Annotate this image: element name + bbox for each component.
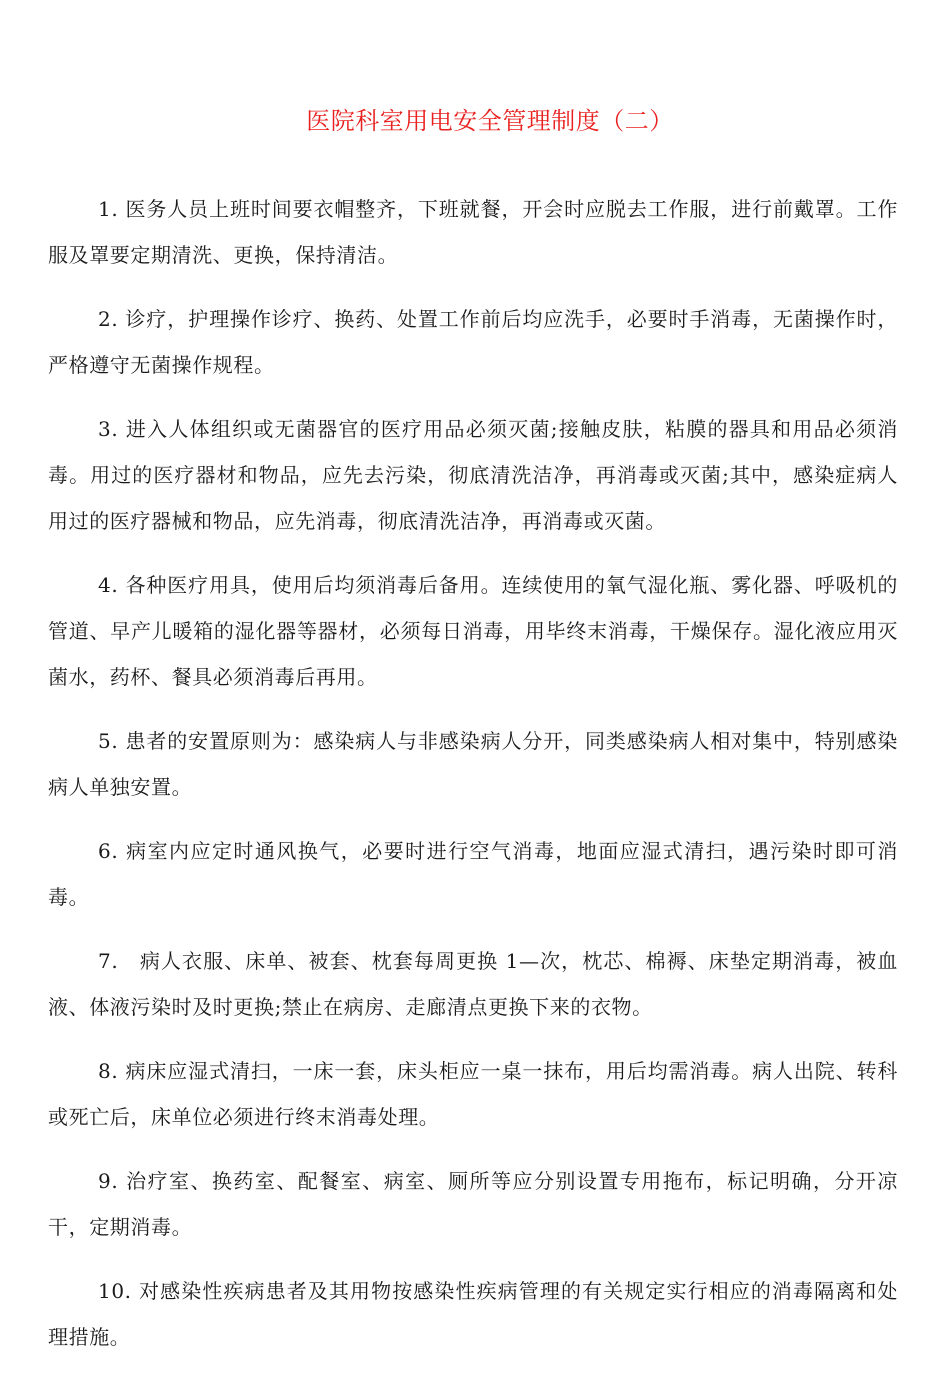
document-title: 医院科室用电安全管理制度（二）	[306, 107, 674, 135]
paragraph-5: 5. 患者的安置原则为：感染病人与非感染病人分开，同类感染病人相对集中，特别感染病人单独安置。	[48, 729, 898, 799]
paragraph-8: 8. 病床应湿式清扫，一床一套，床头柜应一桌一抹布，用后均需消毒。病人出院、转科或死亡后，床单位必须进行终末消毒处理。	[48, 1059, 898, 1129]
paragraph-4: 4. 各种医疗用具，使用后均须消毒后备用。连续使用的氧气湿化瓶、雾化器、呼吸机的管道、早产儿暖箱的湿化器等器材，必须每日消毒，用毕终末消毒，干燥保存。湿化液应用灭菌水，药杯、餐具必须消毒后再用。	[48, 573, 898, 689]
paragraph-1: 1. 医务人员上班时间要衣帽整齐，下班就餐，开会时应脱去工作服，进行前戴罩。工作服及罩要定期清洗、更换，保持清洁。	[48, 197, 898, 267]
document-body	[48, 186, 898, 1378]
paragraph-9: 9. 治疗室、换药室、配餐室、病室、厕所等应分别设置专用拖布，标记明确，分开凉干，定期消毒。	[48, 1169, 898, 1239]
paragraph-6: 6. 病室内应定时通风换气，必要时进行空气消毒，地面应湿式清扫，遇污染时即可消毒。	[48, 839, 898, 909]
paragraph-2: 2. 诊疗，护理操作诊疗、换药、处置工作前后均应洗手，必要时手消毒，无菌操作时，严格遵守无菌操作规程。	[48, 307, 898, 377]
paragraph-7: 7. 病人衣服、床单、被套、枕套每周更换 1—次，枕芯、棉褥、床垫定期消毒，被血液、体液污染时及时更换;禁止在病房、走廊清点更换下来的衣物。	[48, 949, 898, 1019]
paragraph-10: 10. 对感染性疾病患者及其用物按感染性疾病管理的有关规定实行相应的消毒隔离和处理措施。	[48, 1279, 898, 1349]
paragraph-3: 3. 进入人体组织或无菌器官的医疗用品必须灭菌;接触皮肤，粘膜的器具和用品必须消毒。用过的医疗器材和物品，应先去污染，彻底清洗洁净，再消毒或灭菌;其中，感染症病人用过的医疗器械和物品，应先消毒，彻底清洗洁净，再消毒或灭菌。	[48, 417, 898, 533]
